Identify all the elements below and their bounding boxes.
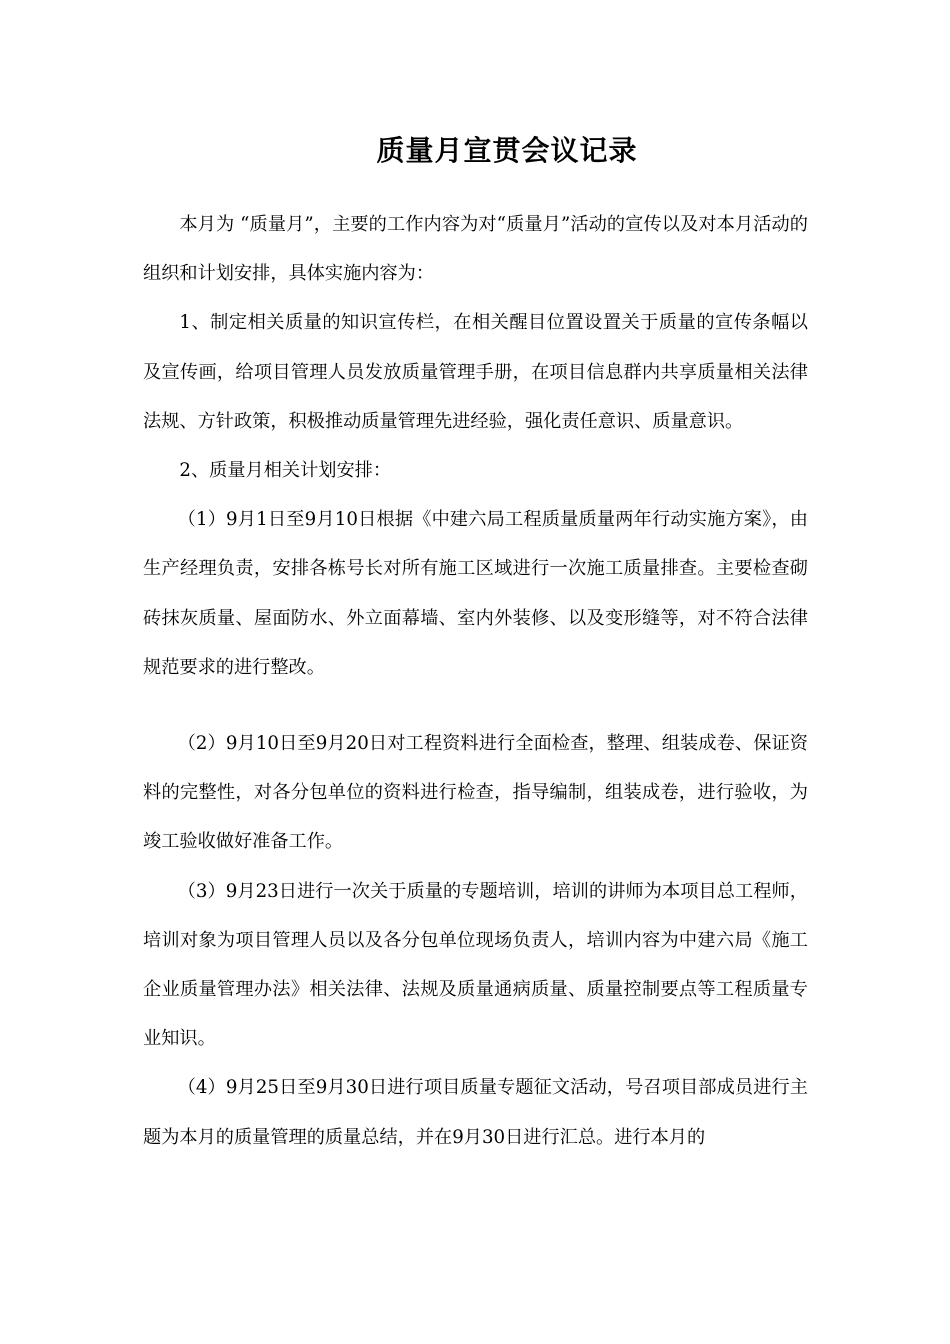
item-1-paragraph: 1、制定相关质量的知识宣传栏，在相关醒目位置设置关于质量的宣传条幅以及宣传画，给项目管理人员发放质量管理手册，在项目信息群内共享质量相关法律法规、方针政策，积极推动质量管理先进经验，强化责任意识、质量意识。 xyxy=(143,312,808,432)
document-title: 质量月宣贯会议记录 xyxy=(376,134,638,167)
plan-item-1: （1）9月1日至9月10日根据《中建六局工程质量质量两年行动实施方案》，由生产经理负责，安排各栋号长对所有施工区域进行一次施工质量排查。主要检查砌砖抹灰质量、屋面防水、外立面幕墙、室内外装修、以及变形缝等，对不符合法律规范要求的进行整改。 xyxy=(143,509,808,678)
plan-item-2: （2）9月10日至9月20日对工程资料进行全面检查，整理、组装成卷、保证资料的完整性，对各分包单位的资料进行检查，指导编制，组装成卷，进行验收，为竣工验收做好准备工作。 xyxy=(143,733,808,853)
plan-item-3: （3）9月23日进行一次关于质量的专题培训，培训的讲师为本项目总工程师，培训对象为项目管理人员以及各分包单位现场负责人，培训内容为中建六局《施工企业质量管理办法》相关法律、法规及质量通病质量、质量控制要点等工程质量专业知识。 xyxy=(143,880,808,1050)
document-body xyxy=(143,200,808,1162)
plan-item-4: （4）9月25日至9月30日进行项目质量专题征文活动，号召项目部成员进行主题为本月的质量管理的质量总结，并在9月30日进行汇总。进行本月的 xyxy=(143,1077,808,1148)
item-2-heading: 2、质量月相关计划安排： xyxy=(179,460,392,482)
intro-paragraph: 本月为 “质量月”，主要的工作内容为对“质量月”活动的宣传以及对本月活动的组织和计划安排，具体实施内容为： xyxy=(143,214,808,285)
